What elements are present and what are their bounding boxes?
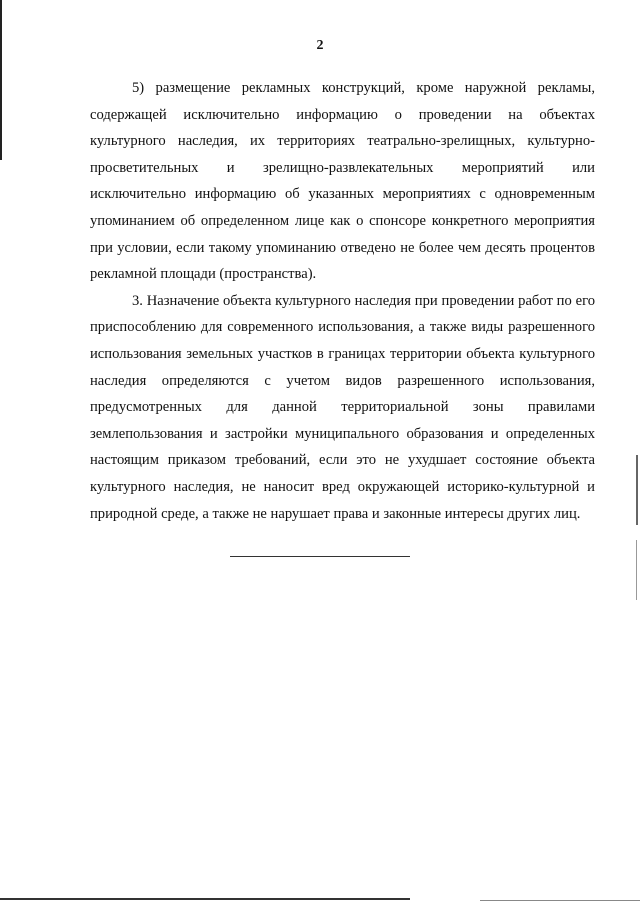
page-number: 2	[316, 38, 324, 53]
scan-edge-right-lower	[636, 540, 637, 600]
document-body	[90, 75, 595, 527]
scan-edge-left	[0, 0, 2, 160]
end-separator-line	[230, 556, 410, 557]
scan-edge-right	[636, 455, 638, 525]
scan-edge-bottom	[0, 898, 410, 900]
scan-edge-bottom-right	[480, 900, 640, 901]
paragraph-advertising-item-5: 5) размещение рекламных конструкций, кроме наружной рекламы, содержащей исключительно информацию о проведении на объектах культурного наследия, их территориях театрально-зрелищных, культурно-просветительных и зрелищно-развлекательных мероприятий или исключительно информацию об указанных мероприятиях с одновременным упоминанием об определенном лице как о спонсоре конкретного мероприятия при условии, если такому упоминанию отведено не более чем десять процентов рекламной площади (пространства).	[90, 80, 595, 283]
paragraph-point-3-heritage-use: 3. Назначение объекта культурного наследия при проведении работ по его приспособлению для современного использования, а также виды разрешенного использования земельных участков в границах территории объекта культурного наследия определяются с учетом видов разрешенного использования, предусмотренных для данной территориальной зоны правилами землепользования и застройки муниципального образования и определенных настоящим приказом требований, если это не ухудшает состояние объекта культурного наследия, не наносит вред окружающей историко-культурной и природной среде, а также не нарушает права и законные интересы других лиц.	[90, 292, 595, 522]
